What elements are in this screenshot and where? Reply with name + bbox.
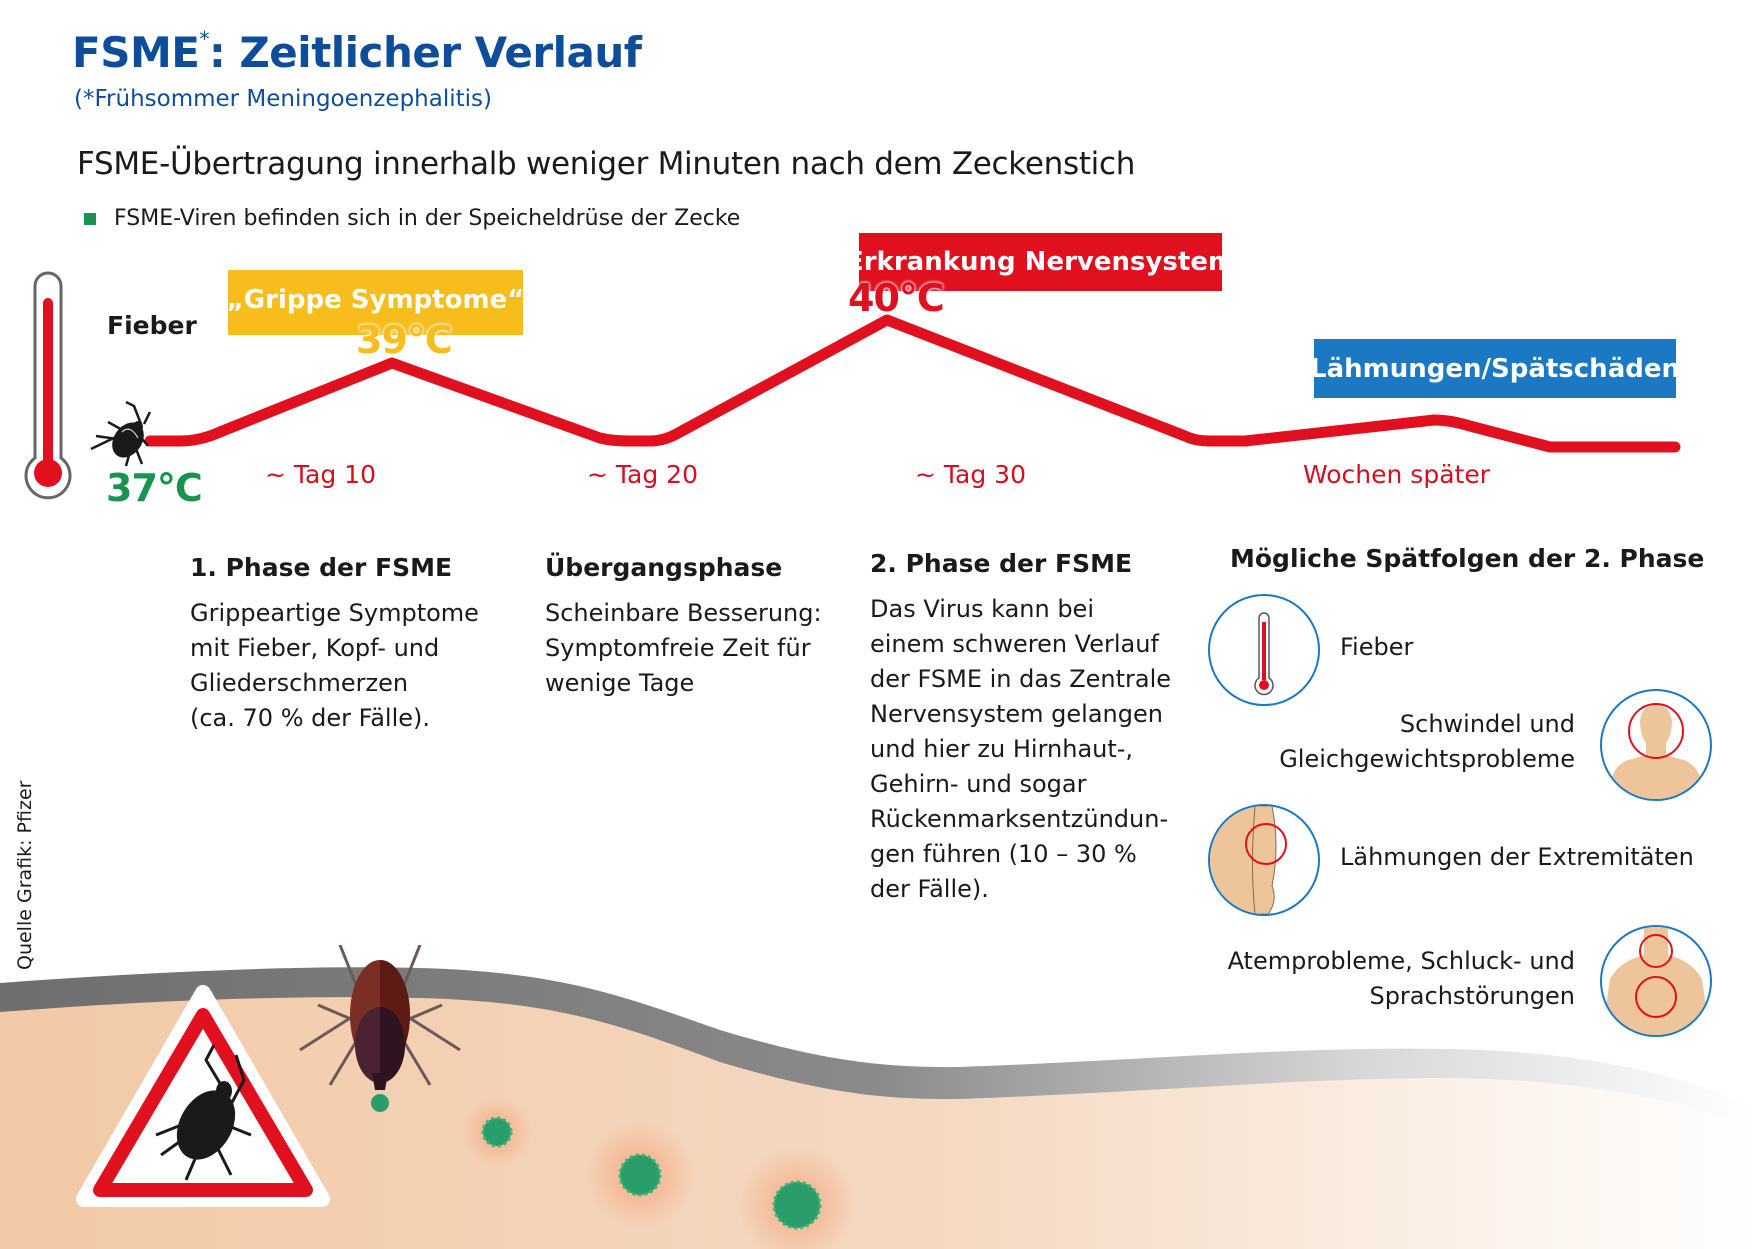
phase-1-line: Grippeartige Symptome bbox=[190, 599, 479, 627]
transition-phase-line: wenige Tage bbox=[545, 669, 695, 697]
phase-2-line: Nervensystem gelangen bbox=[870, 700, 1163, 728]
phase-1-title: 1. Phase der FSME bbox=[190, 553, 453, 582]
phase-1-line: mit Fieber, Kopf- und bbox=[190, 634, 440, 662]
late-effect-text: Schwindel und bbox=[1399, 710, 1575, 738]
late-damage-label: Lähmungen/Spätschäden bbox=[1310, 353, 1680, 384]
phase-2-line: Rückenmarksentzündun- bbox=[870, 805, 1169, 833]
transmission-heading: FSME-Übertragung innerhalb weniger Minuten nach dem Zeckenstich bbox=[77, 146, 1136, 182]
start-temperature: 37°C bbox=[106, 466, 202, 510]
phase-2-line: der FSME in das Zentrale bbox=[870, 665, 1172, 693]
phase-2-line: gen führen (10 – 30 % bbox=[870, 840, 1137, 868]
phase-2-line: Gehirn- und sogar bbox=[870, 770, 1087, 798]
title-main: FSME bbox=[72, 28, 200, 77]
second-peak-temperature: 40°C bbox=[848, 276, 944, 320]
source-credit-text: Quelle Grafik: Pfizer bbox=[14, 780, 36, 970]
day-label-weeks: Wochen später bbox=[1303, 460, 1490, 489]
flu-symptoms-label: „Grippe Symptome“ bbox=[226, 284, 525, 315]
late-effects-title: Mögliche Spätfolgen der 2. Phase bbox=[1230, 544, 1705, 573]
title-rest: : Zeitlicher Verlauf bbox=[208, 28, 642, 77]
day-label-30: ~ Tag 30 bbox=[915, 460, 1026, 489]
phase-2-line: und hier zu Hirnhaut-, bbox=[870, 735, 1134, 763]
late-effect-text: Lähmungen der Extremitäten bbox=[1340, 843, 1694, 871]
bullet-text: FSME-Viren befinden sich in der Speicheldrüse der Zecke bbox=[114, 206, 741, 231]
late-effect-text: Sprachstörungen bbox=[1369, 982, 1575, 1010]
transition-phase-line: Scheinbare Besserung: bbox=[545, 599, 822, 627]
phase-2-title: 2. Phase der FSME bbox=[870, 549, 1133, 578]
transition-phase-title: Übergangsphase bbox=[545, 553, 783, 582]
day-label-20: ~ Tag 20 bbox=[587, 460, 698, 489]
late-effect-text: Atemprobleme, Schluck- und bbox=[1227, 947, 1575, 975]
late-effect-text: Gleichgewichtsprobleme bbox=[1279, 745, 1575, 773]
phase-2-line: Das Virus kann bei bbox=[870, 595, 1094, 623]
phase-1-line: Gliederschmerzen bbox=[190, 669, 409, 697]
phase-2-line: der Fälle). bbox=[870, 875, 989, 903]
day-label-10: ~ Tag 10 bbox=[265, 460, 376, 489]
phase-1-line: (ca. 70 % der Fälle). bbox=[190, 704, 431, 732]
title-asterisk: * bbox=[199, 27, 209, 51]
page-subtitle: (*Frühsommer Meningoenzephalitis) bbox=[74, 86, 492, 112]
transition-phase-line: Symptomfreie Zeit für bbox=[545, 634, 811, 662]
nervous-system-label: Erkrankung Nervensystem bbox=[845, 247, 1236, 277]
first-peak-temperature: 39°C bbox=[356, 318, 452, 362]
late-effect-text: Fieber bbox=[1340, 633, 1414, 661]
fever-axis-label: Fieber bbox=[107, 311, 197, 340]
phase-2-line: einem schweren Verlauf bbox=[870, 630, 1159, 658]
